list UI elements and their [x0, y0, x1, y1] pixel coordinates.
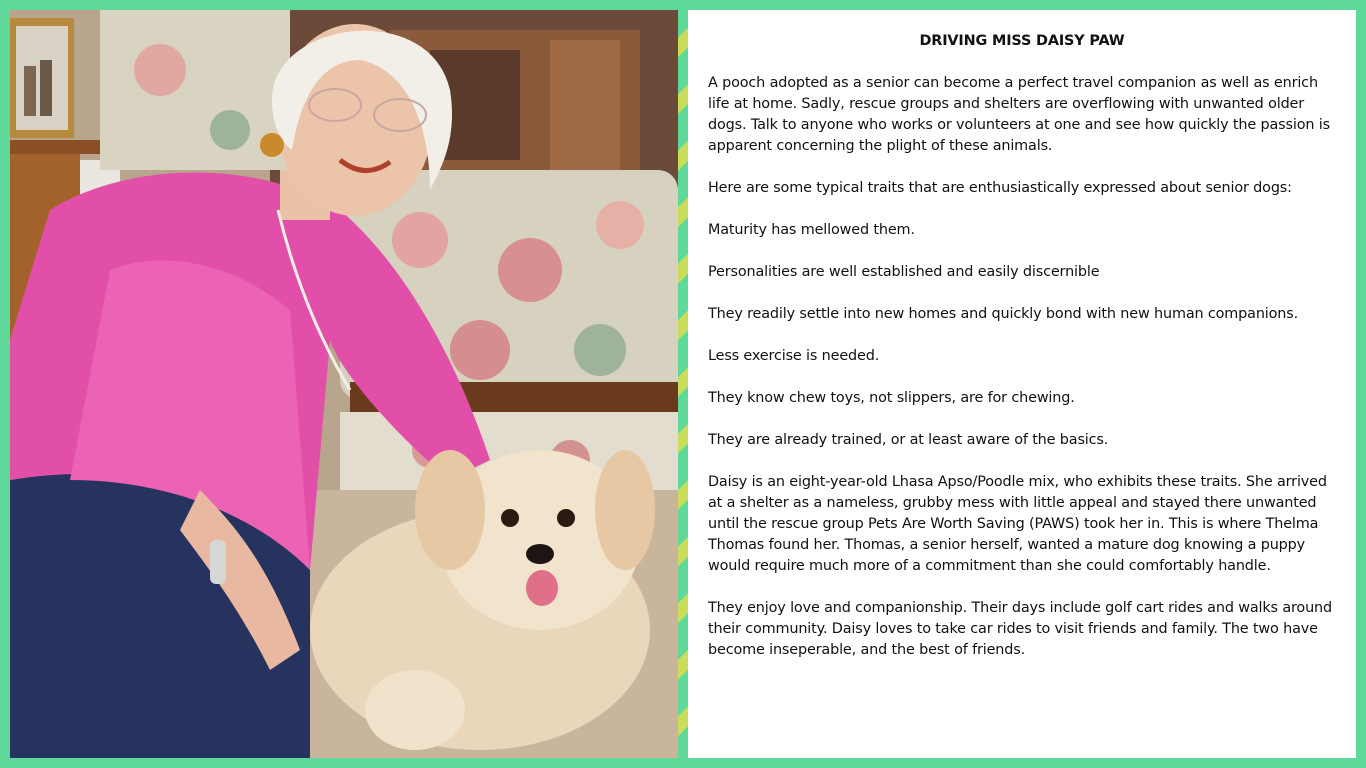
photo-woman-with-dog [10, 10, 678, 758]
trait-personalities: Personalities are well established and easily discernible [708, 264, 1100, 280]
trait-trained: They are already trained, or at least aware of the basics. [708, 432, 1109, 448]
paragraph-companionship: They enjoy love and companionship. Their days include golf cart rides and walks around their community. Daisy loves to take car rides to visit friends and family. The two have become inseperable, and the best of friends. [708, 600, 1333, 658]
picture-frame [10, 18, 74, 138]
trait-maturity: Maturity has mellowed them. [708, 222, 915, 238]
trait-settle: They readily settle into new homes and quickly bond with new human companions. [708, 306, 1299, 322]
paragraph-intro: A pooch adopted as a senior can become a perfect travel companion as well as enrich life at home. Sadly, rescue groups and shelters are overflowing with unwanted older dogs. Talk to anyone who works or volunteers at one and see how quickly the passion is apparent concerning the plight of these animals. [708, 75, 1330, 154]
article-panel [688, 10, 1356, 758]
article-title: DRIVING MISS DAISY PAW [919, 33, 1125, 49]
trait-chew-toys: They know chew toys, not slippers, are for chewing. [708, 390, 1075, 406]
paragraph-traits-intro: Here are some typical traits that are enthusiastically expressed about senior dogs: [708, 180, 1292, 196]
paragraph-daisy-story: Daisy is an eight-year-old Lhasa Apso/Poodle mix, who exhibits these traits. She arrived at a shelter as a nameless, grubby mess with little appeal and stayed there unwanted until the rescue group Pets Are Worth Saving (PAWS) took her in. This is where Thelma Thomas found her. Thomas, a senior herself, wanted a mature dog knowing a puppy would require much more of a commitment than she could comfortably handle. [708, 474, 1327, 574]
trait-exercise: Less exercise is needed. [708, 348, 880, 364]
